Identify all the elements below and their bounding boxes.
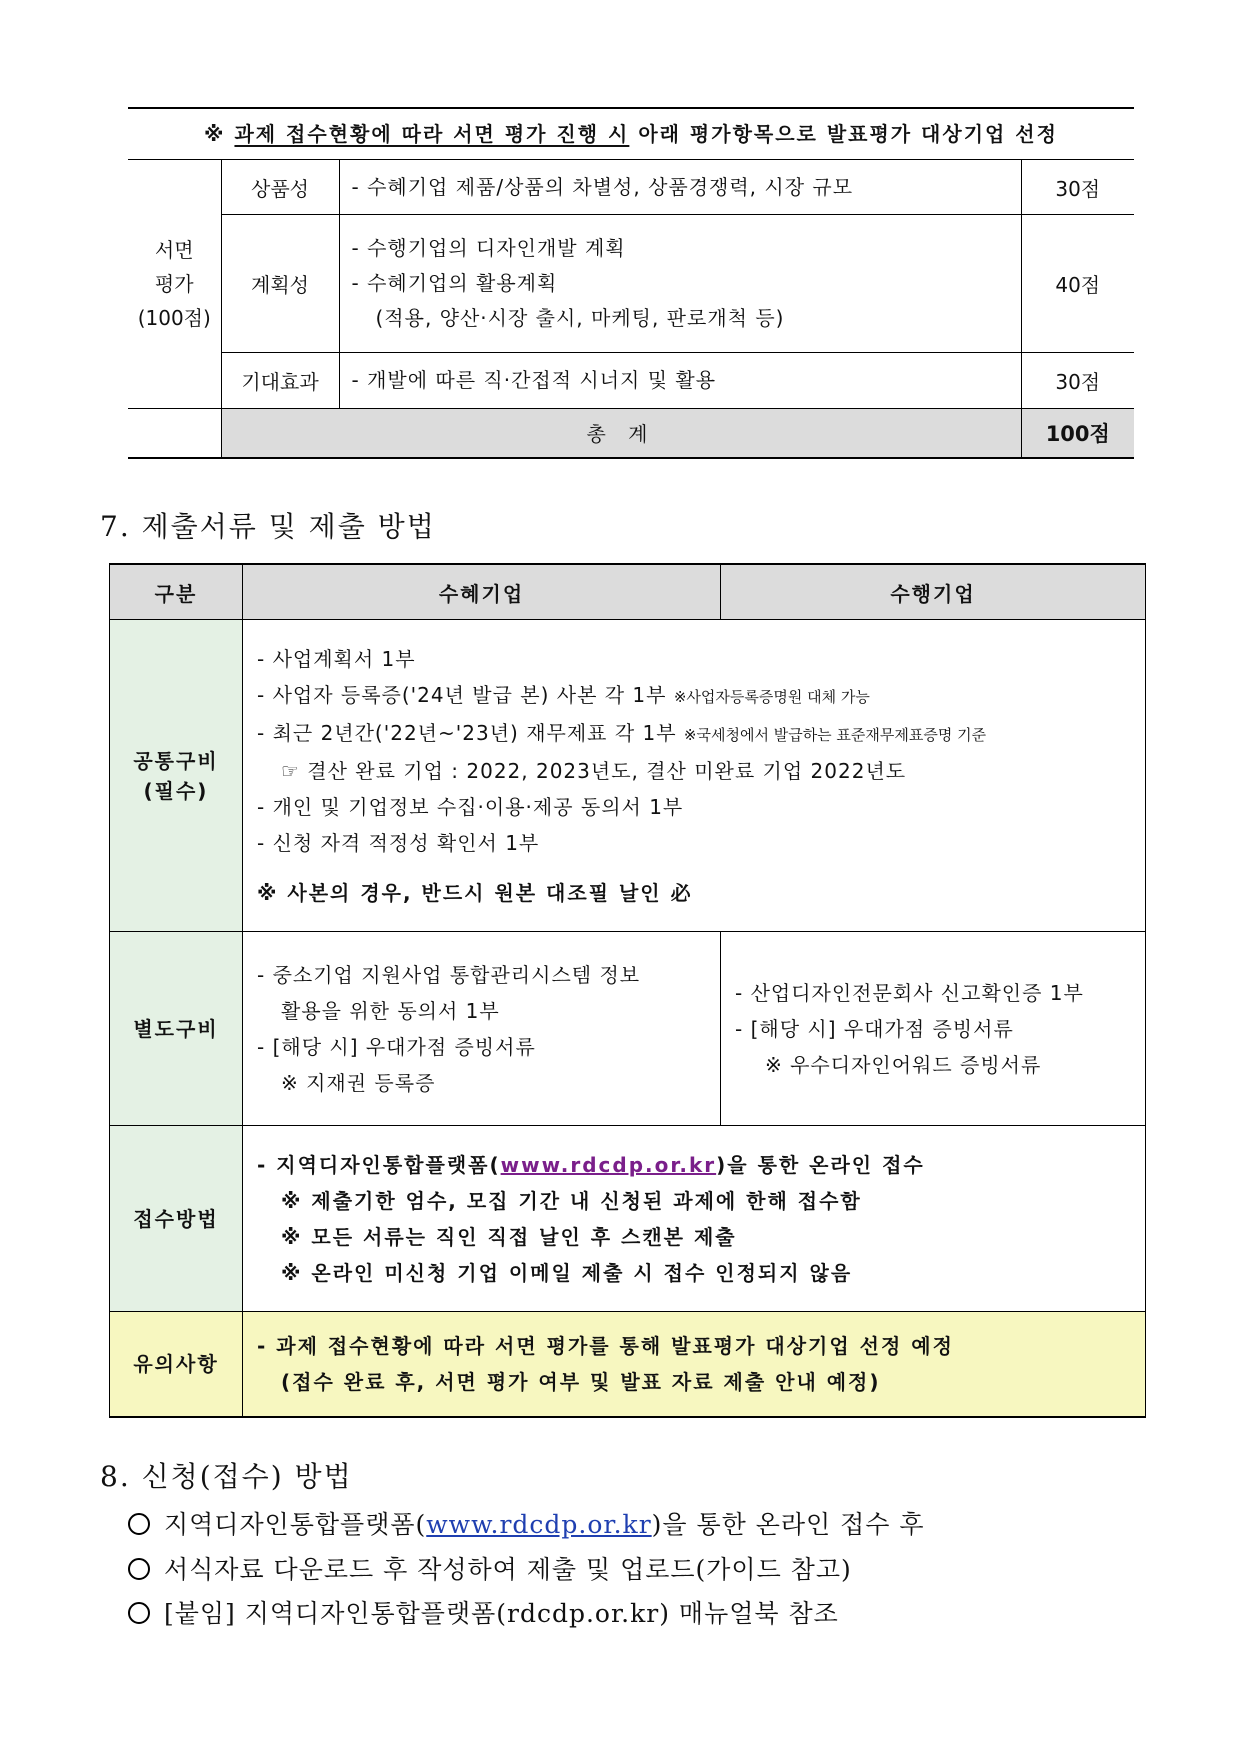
eval-total-label: 총 계 — [221, 409, 1021, 458]
row-receipt-body: - 지역디자인통합플랫폼(www.rdcdp.or.kr)을 통한 온라인 접수 ※ 제출기한 엄수, 모집 기간 내 신청된 과제에 한해 접수함 ※ 모든 서류는 직인 직접 날인 후 스캔본 제출 ※ 온라인 미신청 기업 이메일 제출 시 접수 인정되지 않음 — [243, 1126, 1146, 1312]
eval-description: - 개발에 따른 직·간접적 시너지 및 활용 — [339, 353, 1021, 409]
eval-category: 서면 평가 (100점) — [128, 160, 221, 409]
eval-row-total — [128, 409, 1134, 458]
eval-table — [128, 159, 1134, 459]
row-separate-performer: - 산업디자인전문회사 신고확인증 1부 - [해당 시] 우대가점 증빙서류 ※ 우수디자인어워드 증빙서류 — [721, 932, 1146, 1126]
rdcdp-link[interactable]: www.rdcdp.or.kr — [500, 1152, 717, 1177]
section8-item-3: [붙임] 지역디자인통합플랫폼(rdcdp.or.kr) 매뉴얼북 참조 — [128, 1594, 839, 1630]
eval-description: - 수혜기업 제품/상품의 차별성, 상품경쟁력, 시장 규모 — [339, 160, 1021, 215]
header-beneficiary: 수혜기업 — [243, 564, 721, 620]
eval-total-score: 100점 — [1021, 409, 1134, 458]
row-common-label: 공통구비 (필수) — [110, 620, 243, 932]
row-receipt — [110, 1126, 1146, 1312]
row-separate-beneficiary: - 중소기업 지원사업 통합관리시스템 정보 활용을 위한 동의서 1부 - [해당 시] 우대가점 증빙서류 ※ 지재권 등록증 — [243, 932, 721, 1126]
eval-score: 30점 — [1021, 353, 1134, 409]
section8-item-2: 서식자료 다운로드 후 작성하여 제출 및 업로드(가이드 참고) — [128, 1550, 852, 1586]
rdcdp-link-2[interactable]: www.rdcdp.or.kr — [426, 1510, 652, 1539]
eval-row-effect — [128, 353, 1134, 409]
eval-criterion: 기대효과 — [221, 353, 339, 409]
row-caution — [110, 1312, 1146, 1417]
circle-bullet-icon — [128, 1513, 150, 1535]
row-common — [110, 620, 1146, 932]
submission-table — [109, 563, 1146, 1418]
row-caution-label: 유의사항 — [110, 1312, 243, 1417]
section7-title: 7. 제출서류 및 제출 방법 — [100, 510, 436, 543]
section8-title: 8. 신청(접수) 방법 — [100, 1460, 353, 1493]
circle-bullet-icon — [128, 1558, 150, 1580]
eval-row-product — [128, 160, 1134, 215]
row-common-body: - 사업계획서 1부 - 사업자 등록증('24년 발급 본) 사본 각 1부 ※사업자등록증명원 대체 가능 - 최근 2년간('22년~'23년) 재무제표 각 1부 ※국세청에서 발급하는 표준재무제표증명 기준 ☞ 결산 완료 기업 : 2022, 2023년도, 결산 미완료 기업 2022년도 - 개인 및 기업정보 수집·이용·제공 동의서 1부 - 신청 자격 적정성 확인서 1부 ※ 사본의 경우, 반드시 원본 대조필 날인 必 — [243, 620, 1146, 932]
eval-table-note: ※ 과제 접수현황에 따라 서면 평가 진행 시 아래 평가항목으로 발표평가 대상기업 선정 — [204, 122, 1058, 146]
eval-table-top-rule — [128, 107, 1134, 109]
header-performer: 수행기업 — [721, 564, 1146, 620]
eval-criterion: 상품성 — [221, 160, 339, 215]
eval-score: 30점 — [1021, 160, 1134, 215]
eval-row-plan — [128, 215, 1134, 353]
circle-bullet-icon — [128, 1602, 150, 1624]
eval-description: - 수행기업의 디자인개발 계획 - 수혜기업의 활용계획 (적용, 양산·시장 출시, 마케팅, 판로개척 등) — [339, 215, 1021, 353]
eval-criterion: 계획성 — [221, 215, 339, 353]
eval-score: 40점 — [1021, 215, 1134, 353]
eval-note-underlined: 과제 접수현황에 따라 서면 평가 진행 시 — [234, 122, 630, 146]
row-separate-label: 별도구비 — [110, 932, 243, 1126]
row-separate — [110, 932, 1146, 1126]
row-caution-body: - 과제 접수현황에 따라 서면 평가를 통해 발표평가 대상기업 선정 예정 (접수 완료 후, 서면 평가 여부 및 발표 자료 제출 안내 예정) — [243, 1312, 1146, 1417]
row-receipt-label: 접수방법 — [110, 1126, 243, 1312]
submission-header-row — [110, 564, 1146, 620]
header-category: 구분 — [110, 564, 243, 620]
common-notice: ※ 사본의 경우, 반드시 원본 대조필 날인 必 — [257, 880, 693, 905]
section8-item-1: 지역디자인통합플랫폼(www.rdcdp.or.kr)을 통한 온라인 접수 후 — [128, 1505, 925, 1541]
